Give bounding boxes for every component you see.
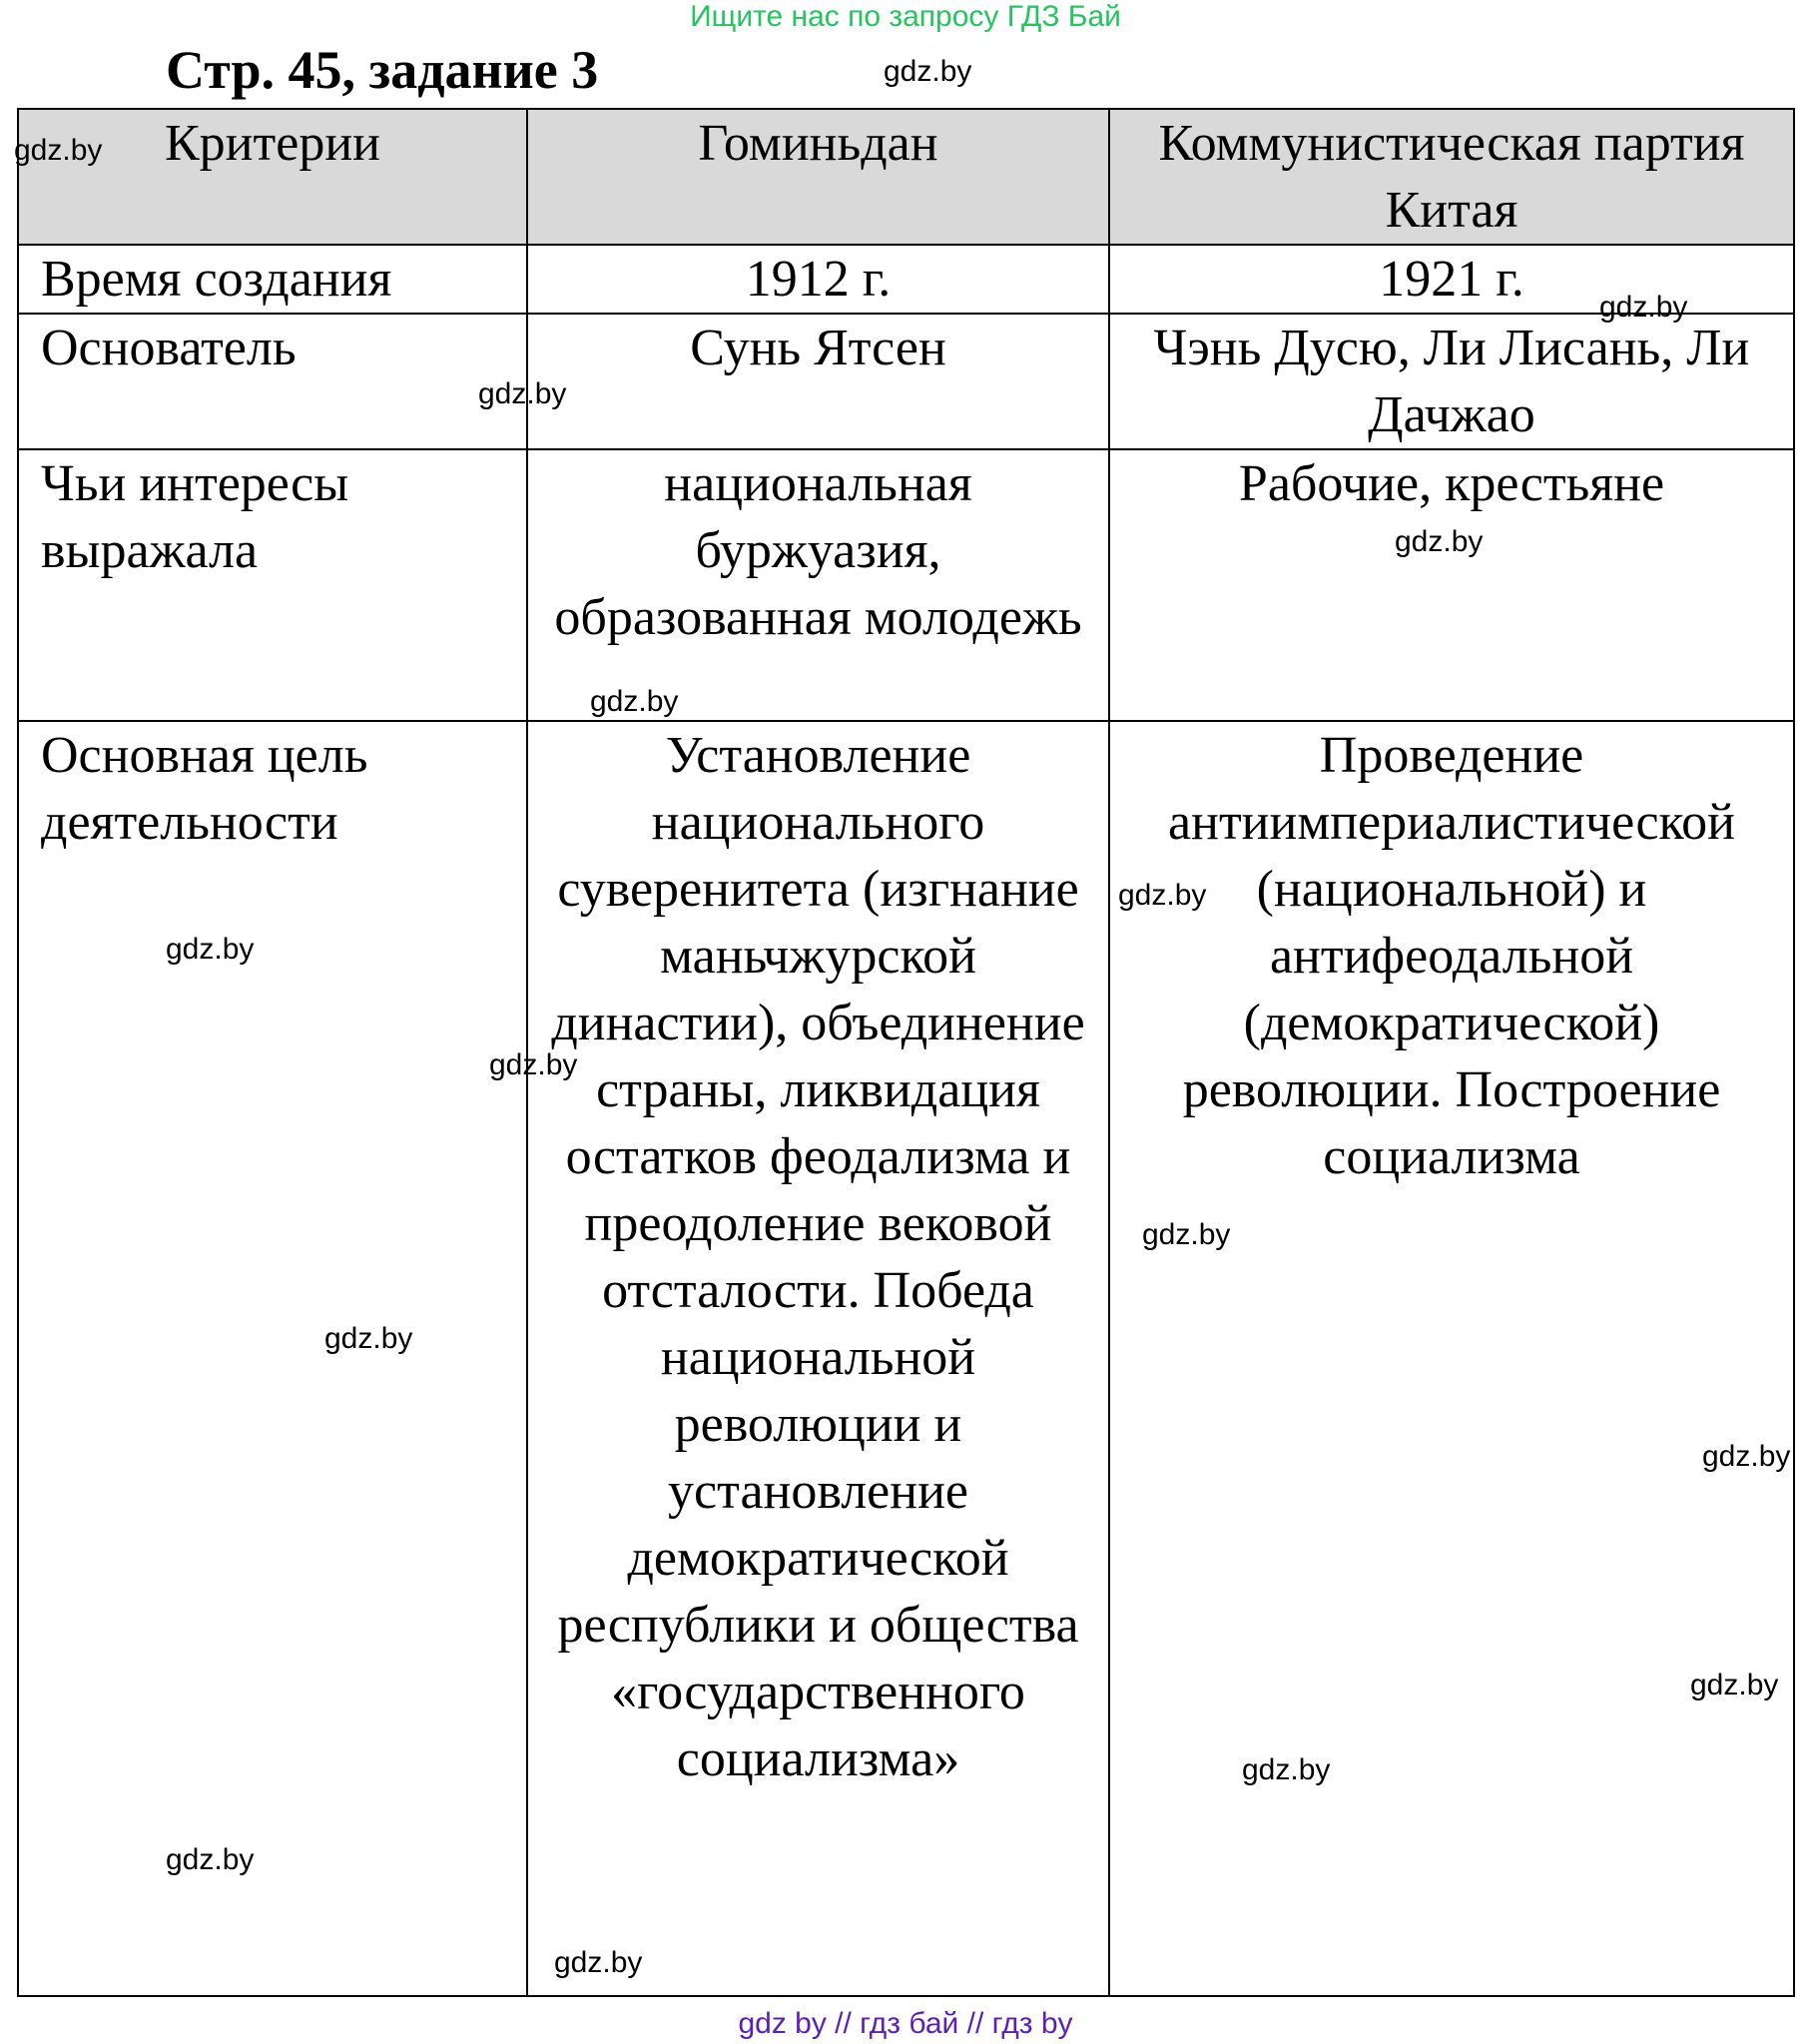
kuomintang-cell: национальная буржуазия, образованная молодежь xyxy=(527,449,1109,721)
watermark-text: gdz.by xyxy=(554,1946,643,1979)
footer-links: gdz by // гдз бай // гдз by xyxy=(738,2007,1073,2040)
kuomintang-cell: 1912 г. xyxy=(527,245,1109,314)
table-row xyxy=(18,245,1794,314)
watermark-text: gdz.by xyxy=(884,55,972,88)
criterion-cell: Чьи интересы выражала xyxy=(18,449,527,721)
page-title: Стр. 45, задание 3 xyxy=(166,40,599,100)
criterion-cell: Время создания xyxy=(18,245,527,314)
watermark-text: gdz.by xyxy=(166,933,255,966)
table-row xyxy=(18,314,1794,449)
watermark-text: gdz.by xyxy=(489,1048,578,1081)
watermark-text: gdz.by xyxy=(1118,879,1207,912)
watermark-text: gdz.by xyxy=(1690,1669,1779,1702)
watermark-text: gdz.by xyxy=(14,134,103,167)
watermark-text: gdz.by xyxy=(1702,1440,1791,1473)
watermark-text: gdz.by xyxy=(1142,1218,1231,1251)
watermark-text: gdz.by xyxy=(166,1843,255,1876)
criterion-cell: Основная цель деятельности xyxy=(18,721,527,1996)
watermark-text: gdz.by xyxy=(590,685,679,718)
ccp-cell: Проведение антиимпериалистической (национальной) и антифеодальной (демократической) революции. Построение социализма xyxy=(1109,721,1794,1996)
header-ccp: Коммунистическая партия Китая xyxy=(1109,109,1794,245)
search-banner: Ищите нас по запросу ГДЗ Бай xyxy=(690,0,1121,33)
criterion-cell: Основатель xyxy=(18,314,527,449)
watermark-text: gdz.by xyxy=(478,377,567,410)
watermark-text: gdz.by xyxy=(1599,291,1688,324)
kuomintang-cell: Сунь Ятсен xyxy=(527,314,1109,449)
header-kuomintang: Гоминьдан xyxy=(527,109,1109,245)
ccp-cell: 1921 г. xyxy=(1109,245,1794,314)
watermark-text: gdz.by xyxy=(324,1322,413,1355)
table-row xyxy=(18,449,1794,721)
header-criteria: Критерии xyxy=(18,109,527,245)
watermark-text: gdz.by xyxy=(1395,525,1484,558)
comparison-table xyxy=(17,108,1795,1997)
table-row xyxy=(18,721,1794,1996)
watermark-text: gdz.by xyxy=(1242,1753,1331,1786)
kuomintang-cell: Установление национального суверенитета (изгнание маньчжурской династии), объединение страны, ликвидация остатков феодализма и преодоление вековой отсталости. Победа национальной революции и установление демократической республики и общества «государственного социализма» xyxy=(527,721,1109,1996)
ccp-cell: Чэнь Дусю, Ли Лисань, Ли Дачжао xyxy=(1109,314,1794,449)
ccp-cell: Рабочие, крестьяне xyxy=(1109,449,1794,721)
table-header-row xyxy=(18,109,1794,245)
